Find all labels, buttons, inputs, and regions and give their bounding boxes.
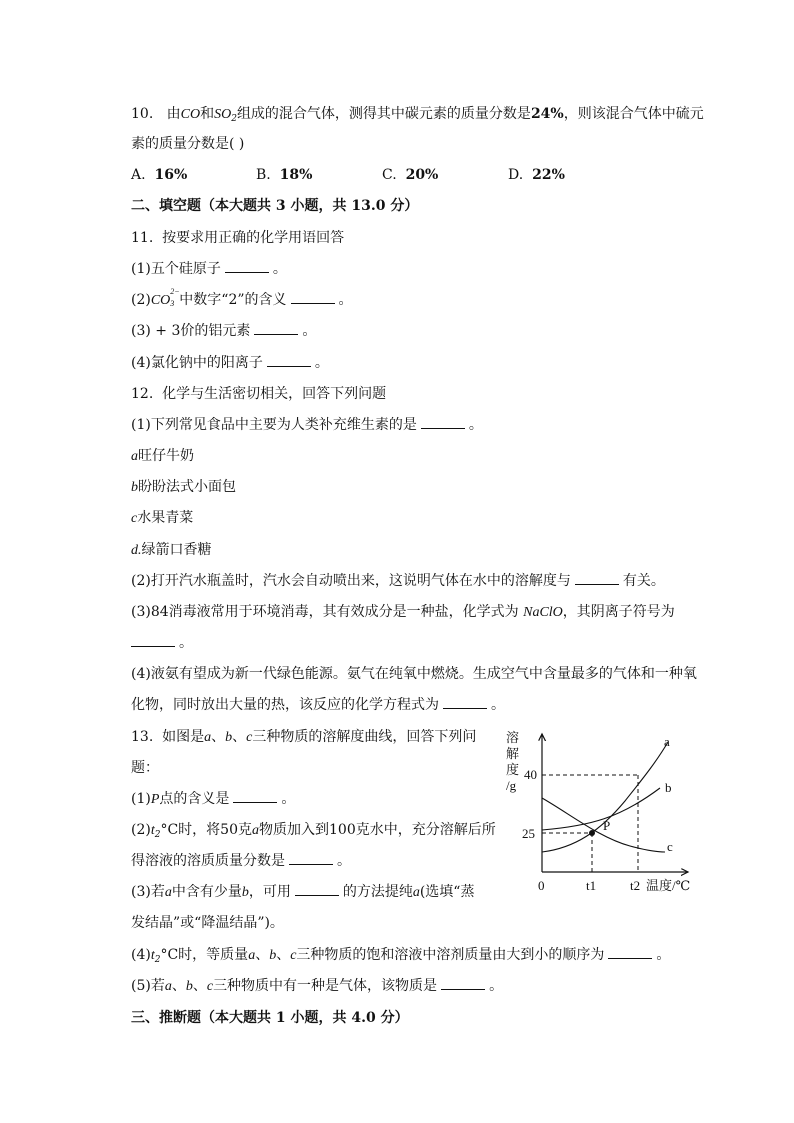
curve-a-label: a	[664, 734, 670, 749]
q12-choice-d: d.绿箭口香糖	[131, 542, 212, 558]
answer-blank[interactable]	[608, 946, 652, 959]
q13-sub4: $(4)t_2^\circ C$时，等质量a、b、c三种物质的饱和溶液中溶剂质量由大到小的顺序为 。	[131, 947, 671, 965]
q13-sub5: (5)若a、b、c三种物质中有一种是气体，该物质是 。	[131, 978, 504, 994]
q13-sub2-line2: 得溶液的溶质质量分数是 。	[131, 853, 351, 869]
q12-sub2: (2)打开汽水瓶盖时，汽水会自动喷出来，这说明气体在水中的溶解度与 有关。	[131, 573, 665, 589]
q10-number: 10.	[131, 106, 154, 122]
q13-sub2: $(2)t_2^\circ C$时，将50克a物质加入到100克水中，充分溶解后所	[131, 822, 496, 840]
q11-sub4: (4)氯化钠中的阳离子 。	[131, 355, 329, 371]
option-b: B. 18%	[256, 167, 313, 183]
curve-c-label: c	[667, 839, 673, 854]
tick-25: 25	[522, 826, 535, 841]
tick-t1: t1	[586, 878, 597, 893]
y-label-4: /g	[506, 778, 517, 793]
option-c: C. 20%	[382, 167, 439, 183]
answer-blank[interactable]	[225, 260, 269, 273]
section-2-heading: 二、填空题（本大题共 3 小题，共 13.0 分）	[131, 198, 419, 214]
q11-sub2: (2)CO 2− 3 中数字“2”的含义 。	[131, 287, 353, 308]
answer-blank[interactable]	[254, 322, 298, 335]
curve-a	[542, 742, 668, 852]
q13-stem: 13. 如图是a、b、c三种物质的溶解度曲线，回答下列问	[131, 729, 477, 745]
answer-blank[interactable]	[295, 883, 339, 896]
answer-blank[interactable]	[233, 790, 277, 803]
q12-sub3-blank-line: 。	[131, 633, 193, 653]
q12-choice-a: a旺仔牛奶	[131, 448, 194, 464]
q13-sub3: (3)若a中含有少量b，可用 的方法提纯a(选填“蒸	[131, 884, 475, 900]
solubility-curve-graph	[500, 726, 700, 896]
answer-blank[interactable]	[131, 634, 175, 647]
answer-blank[interactable]	[291, 291, 335, 304]
answer-blank[interactable]	[575, 572, 619, 585]
answer-blank[interactable]	[421, 416, 465, 429]
section-3-heading: 三、推断题（本大题共 1 小题，共 4.0 分）	[131, 1010, 409, 1026]
point-p-label: P	[603, 818, 611, 833]
q13-stem-line2: 题：	[131, 760, 159, 776]
q13-sub1: (1)P点的含义是 。	[131, 791, 296, 807]
tick-t2: t2	[630, 878, 641, 893]
q12-sub4-line1: (4)液氨有望成为新一代绿色能源。氨气在纯氧中燃烧。生成空气中含量最多的气体和一种氧	[131, 666, 697, 682]
q12-choice-c: c水果青菜	[131, 510, 194, 526]
y-label-3: 度	[506, 762, 520, 777]
q12-sub1: (1)下列常见食品中主要为人类补充维生素的是 。	[131, 417, 483, 433]
q13-sub3-line2: 发结晶”或“降温结晶”)。	[131, 915, 284, 931]
y-label-1: 溶	[506, 730, 520, 745]
option-a: A. 16%	[131, 167, 188, 183]
q12-choice-b: b盼盼法式小面包	[131, 479, 236, 495]
q12-sub3: (3)84消毒液常用于环境消毒，其有效成分是一种盐，化学式为 NaClO，其阴离子符号为	[131, 604, 675, 620]
option-d: D. 22%	[508, 167, 565, 183]
naclo-formula: NaClO	[523, 605, 563, 620]
x-axis-label: 温度/℃	[646, 878, 691, 893]
answer-blank[interactable]	[267, 354, 311, 367]
point-p	[589, 830, 595, 836]
q11-sub3: (3) + 3价的铝元素 。	[131, 323, 317, 339]
q12-sub4-line2: 化物，同时放出大量的热，该反应的化学方程式为 。	[131, 697, 505, 713]
tick-40: 40	[524, 767, 537, 782]
q11-stem: 11. 按要求用正确的化学用语回答	[131, 230, 345, 246]
so2-formula: SO	[214, 107, 232, 122]
origin-label: 0	[538, 878, 545, 893]
answer-blank[interactable]	[441, 977, 485, 990]
curve-b-label: b	[665, 780, 672, 795]
answer-blank[interactable]	[443, 696, 487, 709]
co-formula: CO	[180, 107, 201, 122]
answer-blank[interactable]	[289, 852, 333, 865]
q10-line2: 素的质量分数是( )	[131, 136, 245, 152]
q12-stem: 12. 化学与生活密切相关，回答下列问题	[131, 386, 387, 402]
y-label-2: 解	[506, 746, 520, 761]
q10-line1: 10. 由CO和$SO_2$组成的混合气体，测得其中碳元素的质量分数是24%，则该混合气体中硫元	[131, 106, 704, 124]
q11-sub1: (1)五个硅原子 。	[131, 261, 287, 277]
carbon-percent: 24%	[530, 106, 564, 122]
